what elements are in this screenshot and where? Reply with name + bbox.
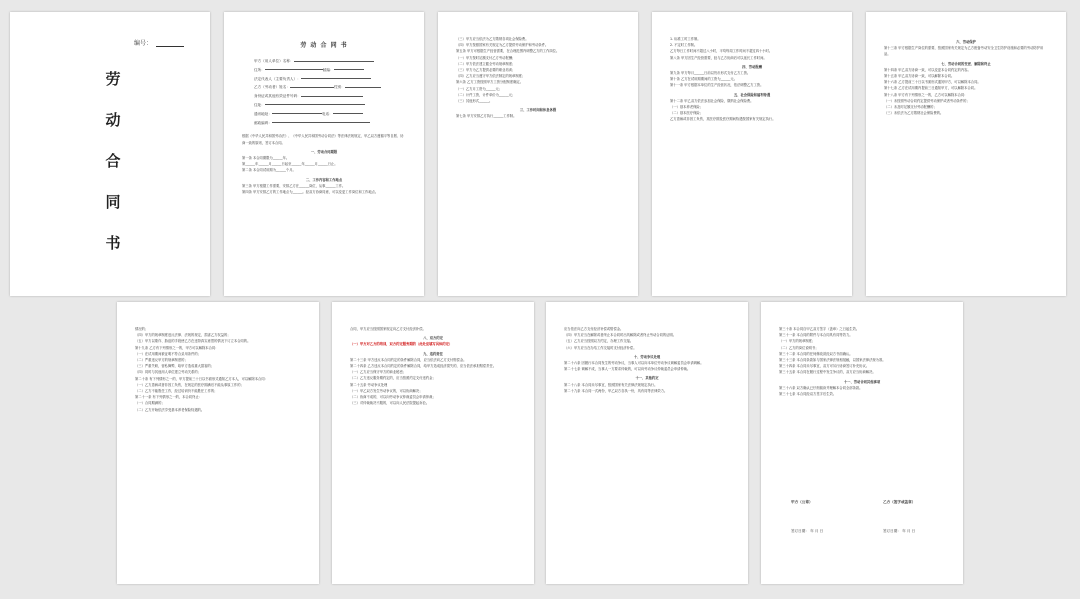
party-info-form: [254, 57, 424, 127]
page-6: [117, 302, 319, 584]
contract-body: 六、劳动保护 第十三条 甲方根据生产岗位的需要，按照国家有关规定为乙方配备劳动安全卫生防护设施和必要的劳动防护用品。 七、劳动合同的变更、解除和终止 第十四条 甲乙双方协商一致，可以变更本合同约定的内容。 第十五条 甲乙双方协商一致，可以解除本合同。 第十六条 乙方提前三十日以书面形式通知甲方，可以解除本合同。 第十七条 乙方在试用期内提前三日通知甲方，可以解除本合同。 第十八条 甲方有下列情形之一的，乙方可以解除本合同： （一）未按照劳动合同约定提供劳动保护或者劳动条件的； （二）未及时足额支付劳动报酬的； （三）未依法为乙方缴纳社会保险费的。: [884, 40, 1044, 116]
page-5: [866, 12, 1066, 296]
field-row: 乙方（劳动者）姓名： 性别：: [254, 83, 424, 92]
page-4: [652, 12, 852, 296]
field-row: 住所： 邮编：: [254, 66, 424, 75]
contract-body: 1. 标准工时工作制。 2. 不定时工作制。 乙方每日工作时间不超过八小时，平均每周工作时间不超过四十小时。 第八条 甲方因生产经营需要，经与乙方协商后可以延长工作时间。 四、劳动报酬 第九条 甲方每月______日前以货币形式支付乙方工资。 第十条 乙方在试用期期间的工资为______元。 第十一条 甲方根据本单位的生产经营状况，依法调整乙方工资。 五、社会保险和福利待遇 第十二条 甲乙双方依法参加社会保险，缴纳社会保险费。 （一）基本养老保险； （二）基本医疗保险； 乙方患病或非因工负伤，其医疗期及医疗期间待遇按国家有关规定执行。: [670, 37, 776, 122]
contract-body: 合同，甲方应当按照国家规定向乙方支付经济补偿。 八、双方约定 （一）甲方对乙方的培训，双方约定服务期的（此处应填写具体约定） 九、违约责任 第二十三条 甲方违反本合同约定的条件解除合同，应当依法向乙方支付赔偿金。 第二十四条 乙方违反本合同约定的条件解除合同，给甲方造成经济损失的，应当依法承担赔偿责任。 （一）乙方应当保守甲方的商业秘密； （二）乙方违反服务期约定的，应当按照约定支付违约金； 第二十五条 劳动争议处理 （一）甲乙双方发生劳动争议的，可以协商解决； （二）协商不成的，可以向劳动争议仲裁委员会申请仲裁； （三）对仲裁裁决不服的，可以向人民法院提起诉讼。: [350, 326, 516, 406]
field-row: 邮政编码：: [254, 119, 424, 128]
contract-body: 第三十条 本合同自甲乙双方签字（盖章）之日起生效。 第三十一条 本合同的附件与本合同具有同等效力。 （一）甲方的规章制度； （二）乙方的岗位说明书； 第三十二条 本合同的任何修改须经双方书面确认。 第三十三条 本合同条款如与国家法律法规相抵触，以国家法律法规为准。 第三十四条 本合同未尽事宜，双方可另行协商签订补充协议。 第三十五条 本合同在履行过程中发生争议的，双方应当协商解决。 十一、劳动合同其他事项 第三十六条 双方确认已仔细阅读并理解本合同全部条款。 第三十七条 本合同经双方签字后生效。: [779, 327, 886, 397]
contract-body: 根据《中华人民共和国劳动法》、《中华人民共和国劳动合同法》等法律法规规定，甲乙双方遵循平等自愿、协商一致的原则，签订本合同。 一、劳动合同期限 第一条 本合同期限为______年。 第______年______月______日起至______年______月______日止。 第二条 本合同试用期为______个月。 二、工作内容和工作地点 第三条 甲方根据工作需要，安排乙方在______岗位，从事______工作。 第四条 甲方安排乙方的工作地点为______。经双方协商同意，可以变更工作岗位和工作地点。: [242, 134, 404, 194]
page-2: [224, 12, 424, 296]
contract-body: （三）甲方应当依法为乙方缴纳各项社会保险费。 （四）甲方按照国家有关规定为乙方提供劳动保护和劳动条件。 第五条 甲方可根据生产经营需要，在合理范围内调整乙方的工作岗位。 （一）甲方按时足额支付乙方劳动报酬； （二）甲方依法建立健全劳动规章制度； （三）甲方为乙方提供必要的职业培训； （四）乙方应当遵守甲方依法制定的规章制度； 第六条 乙方工资按照甲方工资分配制度确定。 （一）乙方月工资为______元； （二）计件工资，计件单价为______元； （三）其他形式______。 三、工作时间和休息休假 第七条 甲方安排乙方执行______工作制。: [456, 37, 560, 119]
party-a-sign-label: 甲方（公章）: [791, 500, 813, 504]
highlighted-clause: （一）甲方对乙方的培训，双方约定服务期的（此处应填写具体约定）: [350, 342, 453, 347]
field-row: 住址：: [254, 101, 424, 110]
page-7: [332, 302, 534, 584]
page-9: [761, 302, 963, 584]
page-title: 劳 动 合 同 书: [300, 42, 348, 49]
party-b-date: 签订日期： 年 月 日: [883, 529, 916, 533]
field-row: 通讯地址： 电话：: [254, 110, 424, 119]
page-3: [438, 12, 638, 296]
cover-title: 劳 动 合 同 书: [105, 70, 121, 252]
field-row: 法定代表人（主要负责人）：: [254, 75, 424, 84]
page-8: [546, 302, 748, 584]
contract-number-label: 编号：: [134, 38, 184, 47]
contract-body: 应当依法向乙方支付经济补偿或赔偿金。 （四）甲方应当在解除或者终止本合同时出具解除或者终止劳动合同的证明。 （五）乙方应当按照双方约定，办理工作交接。 （六）甲方应当在办结工作交接时支付经济补偿。 十、劳动争议处理 第二十六条 因履行本合同发生的劳动争议，当事人可以向本单位劳动争议调解委员会申请调解。 第二十七条 调解不成，当事人一方要求仲裁的，可以向劳动争议仲裁委员会申请仲裁。 十一、其他约定 第二十八条 本合同未尽事宜，按照国家有关法律法规规定执行。 第二十九条 本合同一式两份，甲乙双方各执一份，具有同等法律效力。: [564, 327, 704, 393]
signature-block: [791, 500, 943, 534]
page-cover: [10, 12, 210, 296]
party-a-date: 签订日期： 年 月 日: [791, 529, 824, 533]
field-row: 甲方（用人单位）名称：: [254, 57, 424, 66]
party-b-sign-label: 乙方（签字或盖章）: [883, 500, 916, 504]
field-row: 身份证或其他有效证件号码：: [254, 92, 424, 101]
contract-body: 情况的； （四）甲方的规章制度违反法律、法规的规定，损害乙方权益的； （五）甲方以欺诈、胁迫的手段使乙方在违背真实意思的情况下订立本合同的。 第十九条 乙方有下列情形之一的，甲方可以解除本合同： （一）在试用期间被证明不符合录用条件的； （二）严重违反甲方的规章制度的； （三）严重失职，营私舞弊，给甲方造成重大损害的； （四）同时与其他用人单位建立劳动关系的； 第二十条 有下列情形之一的，甲方提前三十日以书面形式通知乙方本人，可以解除本合同： （一）乙方患病或者非因工负伤，在规定的医疗期满后不能从事原工作的； （二）乙方不能胜任工作，经过培训仍不能胜任工作的； 第二十一条 有下列情形之一的，本合同终止： （一）合同期满的； （二）乙方开始依法享受基本养老保险待遇的。: [135, 327, 268, 412]
